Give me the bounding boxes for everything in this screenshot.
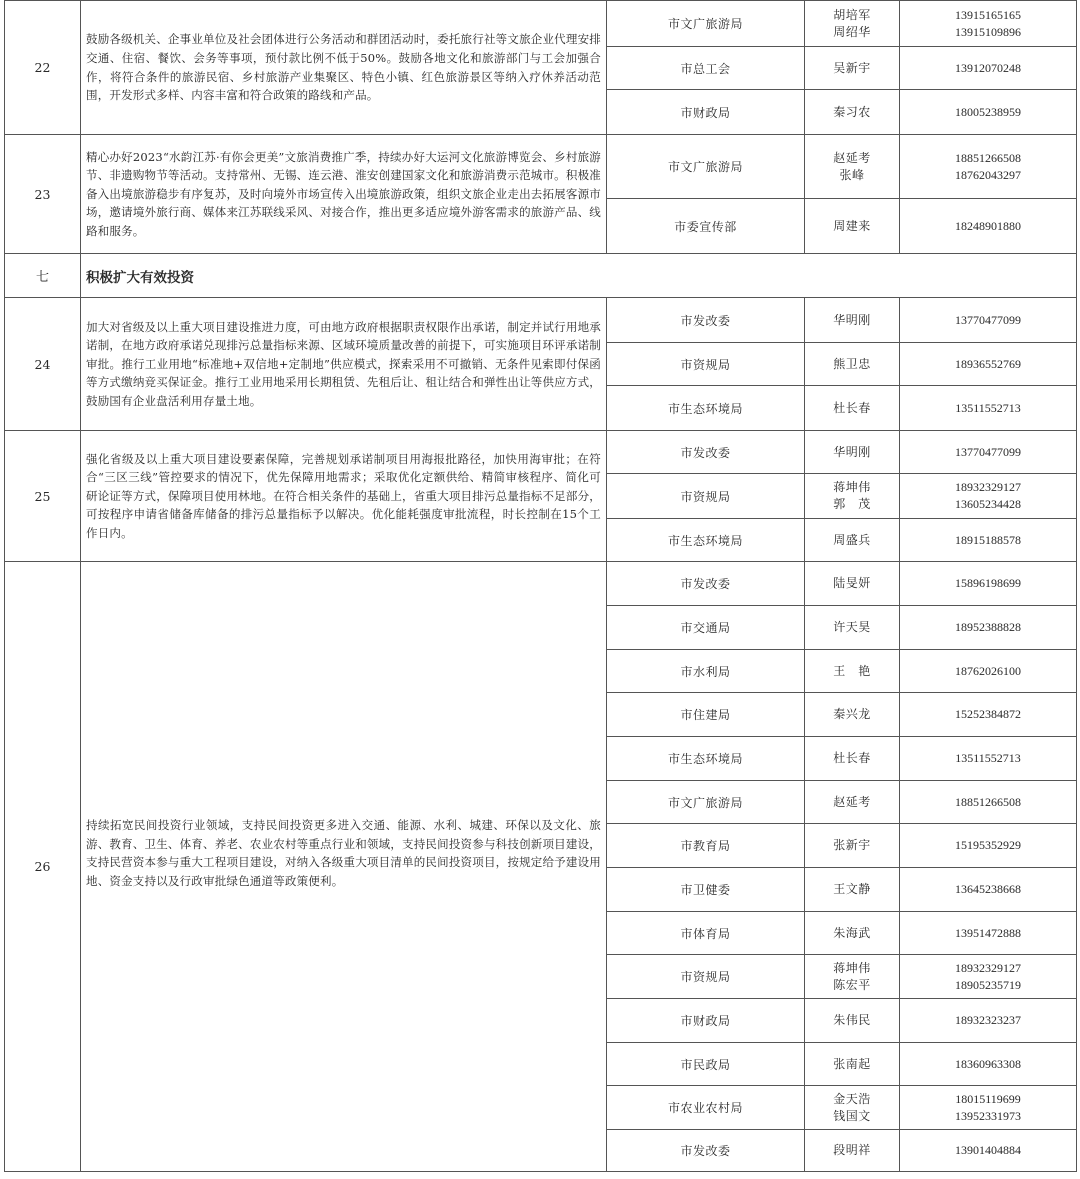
department: 市发改委 [607, 298, 805, 343]
contact-name [805, 781, 900, 824]
item-description: 加大对省级及以上重大项目建设推进力度，可由地方政府根据职责权限作出承诺，制定并试行用地承诺制，在地方政府承诺兑现排污总量指标来源、区域环境质量改善的前提下，可实施项目环评承诺制审批。推行工业用地“标准地+双信地+定制地”供应模式，探索采用不可撤销、无条件见索即付保函等方式缴纳竞买保证金。推行工业用地采用长期租赁、先租后让、租让结合和弹性出让等供应方式，鼓励国有企业盘活利用存量土地。 [81, 298, 607, 431]
cell-line: 18762043297 [955, 167, 1021, 182]
policy-contact-table [4, 0, 1077, 1172]
contact-name [805, 999, 900, 1043]
contact-name [805, 1086, 900, 1130]
cell-line: 13605234428 [955, 497, 1021, 511]
department: 市卫健委 [607, 868, 805, 912]
contact-phone [900, 781, 1077, 824]
contact-phone [900, 199, 1077, 254]
cell-line: 13951472888 [955, 925, 1021, 940]
contact-phone [900, 562, 1077, 606]
cell-line: 13915109896 [955, 24, 1021, 39]
cell-line: 郭 茂 [833, 497, 871, 511]
cell-line: 18005238959 [955, 104, 1021, 119]
contact-name [805, 298, 900, 343]
department: 市发改委 [607, 431, 805, 474]
department: 市发改委 [607, 562, 805, 606]
cell-line: 周绍华 [833, 24, 871, 39]
cell-line: 13912070248 [955, 60, 1021, 75]
cell-line: 13511552713 [955, 400, 1021, 415]
contact-phone [900, 1, 1077, 47]
cell-line: 张南起 [833, 1056, 871, 1071]
table-row [5, 135, 1077, 199]
item-number: 22 [5, 1, 81, 135]
section-row [5, 254, 1077, 298]
contact-name [805, 955, 900, 999]
contact-name [805, 90, 900, 135]
department: 市资规局 [607, 343, 805, 386]
contact-phone [900, 868, 1077, 912]
cell-line: 杜长春 [833, 400, 871, 415]
contact-name [805, 1130, 900, 1172]
contact-name [805, 868, 900, 912]
cell-line: 13511552713 [955, 751, 1021, 765]
department: 市交通局 [607, 606, 805, 650]
contact-name [805, 824, 900, 868]
contact-phone [900, 1130, 1077, 1172]
department: 市文广旅游局 [607, 135, 805, 199]
cell-line: 13770477099 [955, 444, 1021, 459]
table-body [5, 1, 1077, 1172]
cell-line: 许天昊 [833, 620, 871, 634]
cell-line: 13901404884 [955, 1143, 1021, 1157]
contact-phone [900, 999, 1077, 1043]
contact-phone [900, 606, 1077, 650]
cell-line: 王 艳 [833, 663, 871, 678]
contact-name [805, 1, 900, 47]
contact-name [805, 47, 900, 90]
cell-line: 王文静 [833, 882, 871, 896]
table-row [5, 298, 1077, 343]
contact-phone [900, 90, 1077, 135]
cell-line: 钱国文 [833, 1108, 871, 1123]
contact-phone [900, 955, 1077, 999]
item-description: 精心办好2023“水韵江苏·有你会更美”文旅消费推广季，持续办好大运河文化旅游博览会、乡村旅游节、非遗购物节等活动。支持常州、无锡、连云港、淮安创建国家文化和旅游消费示范城市。积极准备入出境旅游稳步有序复苏，及时向境外市场宣传入出境旅游政策，组织文旅企业走出去拓展客源市场，邀请境外旅行商、媒体来江苏联线采风、对接合作，推出更多适应境外游客需求的旅游产品、线路和服务。 [81, 135, 607, 254]
department: 市水利局 [607, 650, 805, 693]
contact-name [805, 199, 900, 254]
contact-phone [900, 298, 1077, 343]
department: 市住建局 [607, 693, 805, 737]
department: 市生态环境局 [607, 737, 805, 781]
cell-line: 18762026100 [955, 663, 1021, 678]
contact-name [805, 693, 900, 737]
cell-line: 周建来 [833, 218, 871, 233]
cell-line: 段明祥 [833, 1143, 871, 1157]
cell-line: 18915188578 [955, 532, 1021, 547]
cell-line: 杜长春 [833, 751, 871, 765]
contact-name [805, 912, 900, 955]
contact-phone [900, 47, 1077, 90]
contact-name [805, 737, 900, 781]
item-description: 持续拓宽民间投资行业领域，支持民间投资更多进入交通、能源、水利、城建、环保以及文化、旅游、教育、卫生、体育、养老、农业农村等重点行业和领域，支持民间投资参与科技创新项目建设，支持民营资本参与重大工程项目建设，对纳入各级重大项目清单的民间投资项目，按规定给予建设用地、资金支持以及行政审批绿色通道等政策便利。 [81, 562, 607, 1172]
contact-name [805, 474, 900, 519]
contact-name [805, 386, 900, 431]
cell-line: 华明刚 [833, 312, 871, 327]
cell-line: 18936552769 [955, 356, 1021, 371]
cell-line: 秦习农 [833, 104, 871, 119]
cell-line: 13645238668 [955, 882, 1021, 896]
item-number: 24 [5, 298, 81, 431]
cell-line: 15896198699 [955, 576, 1021, 590]
department: 市生态环境局 [607, 519, 805, 562]
contact-phone [900, 824, 1077, 868]
section-title: 积极扩大有效投资 [81, 254, 1077, 298]
department: 市资规局 [607, 474, 805, 519]
item-number: 26 [5, 562, 81, 1172]
cell-line: 朱伟民 [833, 1013, 871, 1027]
cell-line: 朱海武 [833, 925, 871, 940]
cell-line: 13915165165 [955, 7, 1021, 22]
table-row [5, 562, 1077, 606]
cell-line: 金天浩 [833, 1091, 871, 1106]
cell-line: 陈宏平 [833, 977, 871, 992]
cell-line: 秦兴龙 [833, 707, 871, 721]
contact-name [805, 650, 900, 693]
department: 市民政局 [607, 1043, 805, 1086]
cell-line: 张峰 [839, 167, 865, 182]
cell-line: 赵延考 [833, 794, 871, 809]
cell-line: 18851266508 [955, 794, 1021, 809]
cell-line: 熊卫忠 [833, 356, 871, 371]
cell-line: 15252384872 [955, 707, 1021, 721]
cell-line: 张新宇 [833, 838, 871, 852]
cell-line: 18015119699 [955, 1091, 1021, 1106]
department: 市文广旅游局 [607, 781, 805, 824]
cell-line: 胡培军 [833, 7, 871, 22]
item-description: 鼓励各级机关、企事业单位及社会团体进行公务活动和群团活动时，委托旅行社等文旅企业代理安排交通、住宿、餐饮、会务等事项，预付款比例不低于50%。鼓励各地文化和旅游部门与工会加强合作，将符合条件的旅游民宿、乡村旅游产业集聚区、特色小镇、红色旅游景区等纳入疗休养活动范围，开发形式多样、内容丰富和符合政策的路线和产品。 [81, 1, 607, 135]
contact-name [805, 562, 900, 606]
item-number: 23 [5, 135, 81, 254]
department: 市农业农村局 [607, 1086, 805, 1130]
contact-name [805, 1043, 900, 1086]
department: 市体育局 [607, 912, 805, 955]
cell-line: 18932323237 [955, 1013, 1021, 1027]
contact-name [805, 343, 900, 386]
department: 市教育局 [607, 824, 805, 868]
cell-line: 赵延考 [833, 150, 871, 165]
department: 市总工会 [607, 47, 805, 90]
cell-line: 陆旻妍 [833, 576, 871, 590]
section-number: 七 [5, 254, 81, 298]
contact-phone [900, 135, 1077, 199]
cell-line: 周盛兵 [833, 532, 871, 547]
table-row [5, 431, 1077, 474]
cell-line: 18360963308 [955, 1056, 1021, 1071]
item-number: 25 [5, 431, 81, 562]
contact-phone [900, 386, 1077, 431]
department: 市文广旅游局 [607, 1, 805, 47]
contact-phone [900, 431, 1077, 474]
contact-phone [900, 693, 1077, 737]
cell-line: 蒋坤伟 [833, 960, 871, 975]
contact-name [805, 519, 900, 562]
contact-phone [900, 519, 1077, 562]
contact-phone [900, 912, 1077, 955]
contact-phone [900, 343, 1077, 386]
cell-line: 13952331973 [955, 1108, 1021, 1123]
contact-phone [900, 1086, 1077, 1130]
item-description: 强化省级及以上重大项目建设要素保障，完善规划承诺制项目用海报批路径，加快用海审批；在符合“三区三线”管控要求的情况下，优先保障用地需求；采取优化定额供给、精简审核程序、简化可研论证等方式，保障项目使用林地。在符合相关条件的基础上，省重大项目排污总量指标不足部分，可按程序申请省储备库储备的排污总量指标予以解决。优化能耗强度审批流程，时长控制在15个工作日内。 [81, 431, 607, 562]
contact-phone [900, 737, 1077, 781]
cell-line: 18932329127 [955, 480, 1021, 494]
contact-phone [900, 1043, 1077, 1086]
cell-line: 吴新宇 [833, 60, 871, 75]
contact-name [805, 135, 900, 199]
cell-line: 18248901880 [955, 218, 1021, 233]
table-row [5, 1, 1077, 47]
contact-phone [900, 474, 1077, 519]
department: 市财政局 [607, 90, 805, 135]
department: 市委宣传部 [607, 199, 805, 254]
department: 市财政局 [607, 999, 805, 1043]
cell-line: 18851266508 [955, 150, 1021, 165]
cell-line: 蒋坤伟 [833, 480, 871, 494]
cell-line: 18932329127 [955, 960, 1021, 975]
cell-line: 18952388828 [955, 620, 1021, 634]
contact-name [805, 606, 900, 650]
cell-line: 15195352929 [955, 838, 1021, 852]
department: 市发改委 [607, 1130, 805, 1172]
department: 市生态环境局 [607, 386, 805, 431]
cell-line: 华明刚 [833, 444, 871, 459]
contact-phone [900, 650, 1077, 693]
cell-line: 18905235719 [955, 977, 1021, 992]
department: 市资规局 [607, 955, 805, 999]
contact-name [805, 431, 900, 474]
cell-line: 13770477099 [955, 312, 1021, 327]
